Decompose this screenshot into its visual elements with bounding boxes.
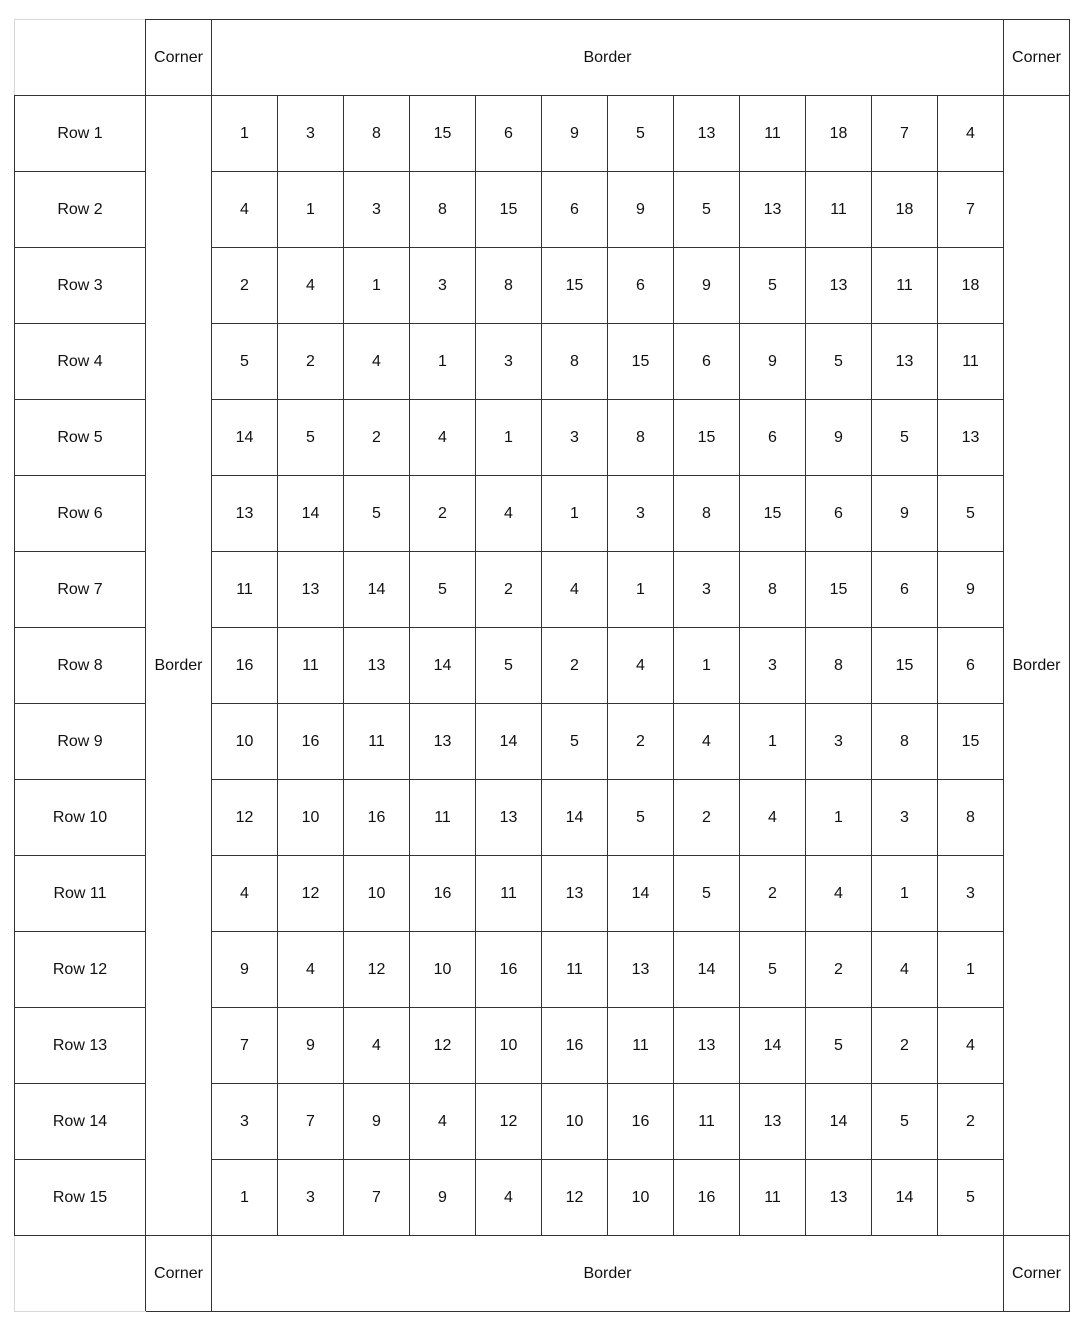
grid-cell: 8 (410, 172, 476, 248)
grid-cell: 11 (410, 780, 476, 856)
grid-cell: 13 (608, 932, 674, 1008)
grid-cell: 11 (872, 248, 938, 324)
grid-cell: 12 (212, 780, 278, 856)
grid-cell: 15 (542, 248, 608, 324)
grid-cell: 15 (806, 552, 872, 628)
grid-cell: 2 (542, 628, 608, 704)
border-right: Border (1004, 96, 1070, 1236)
grid-cell: 11 (278, 628, 344, 704)
grid-cell: 10 (608, 1160, 674, 1236)
grid-cell: 4 (476, 476, 542, 552)
grid-cell: 1 (674, 628, 740, 704)
grid-cell: 2 (344, 400, 410, 476)
grid-cell: 16 (212, 628, 278, 704)
grid-cell: 18 (938, 248, 1004, 324)
grid-cell: 8 (674, 476, 740, 552)
border-top: Border (212, 20, 1004, 96)
grid-cell: 3 (542, 400, 608, 476)
grid-cell: 2 (212, 248, 278, 324)
grid-cell: 6 (806, 476, 872, 552)
grid-cell: 4 (344, 324, 410, 400)
table-row (15, 96, 1070, 172)
grid-cell: 16 (608, 1084, 674, 1160)
grid-cell: 6 (740, 400, 806, 476)
grid-cell: 2 (476, 552, 542, 628)
grid-cell: 1 (278, 172, 344, 248)
grid-cell: 1 (212, 1160, 278, 1236)
grid-cell: 18 (806, 96, 872, 172)
grid-cell: 4 (674, 704, 740, 780)
grid-cell: 9 (410, 1160, 476, 1236)
grid-cell: 5 (740, 932, 806, 1008)
grid-cell: 3 (344, 172, 410, 248)
row-label: Row 2 (15, 172, 146, 248)
row-label: Row 1 (15, 96, 146, 172)
top-border-row (15, 20, 1070, 96)
grid-cell: 9 (872, 476, 938, 552)
grid-cell: 15 (674, 400, 740, 476)
grid-cell: 14 (674, 932, 740, 1008)
grid-cell: 9 (608, 172, 674, 248)
grid-cell: 11 (212, 552, 278, 628)
grid-cell: 14 (278, 476, 344, 552)
grid-cell: 11 (938, 324, 1004, 400)
grid-cell: 3 (740, 628, 806, 704)
grid-cell: 1 (476, 400, 542, 476)
grid-cell: 9 (938, 552, 1004, 628)
grid-cell: 11 (542, 932, 608, 1008)
grid-cell: 16 (278, 704, 344, 780)
grid-cell: 15 (938, 704, 1004, 780)
grid-cell: 13 (740, 172, 806, 248)
grid-cell: 8 (344, 96, 410, 172)
grid-cell: 3 (608, 476, 674, 552)
grid-cell: 8 (476, 248, 542, 324)
grid-cell: 4 (938, 96, 1004, 172)
bed-layout-table (14, 19, 1070, 1312)
grid-cell: 13 (476, 780, 542, 856)
grid-cell: 12 (344, 932, 410, 1008)
grid-cell: 12 (410, 1008, 476, 1084)
grid-cell: 13 (806, 248, 872, 324)
grid-cell: 2 (938, 1084, 1004, 1160)
grid-cell: 4 (806, 856, 872, 932)
grid-cell: 5 (410, 552, 476, 628)
grid-cell: 14 (476, 704, 542, 780)
corner-top-left: Corner (146, 20, 212, 96)
grid-cell: 4 (344, 1008, 410, 1084)
grid-cell: 12 (476, 1084, 542, 1160)
corner-top-right: Corner (1004, 20, 1070, 96)
grid-cell: 1 (542, 476, 608, 552)
grid-cell: 13 (674, 1008, 740, 1084)
grid-cell: 12 (278, 856, 344, 932)
grid-cell: 13 (674, 96, 740, 172)
grid-cell: 12 (542, 1160, 608, 1236)
grid-cell: 7 (938, 172, 1004, 248)
grid-cell: 9 (212, 932, 278, 1008)
grid-cell: 1 (344, 248, 410, 324)
grid-cell: 4 (278, 248, 344, 324)
grid-cell: 9 (740, 324, 806, 400)
grid-cell: 5 (806, 324, 872, 400)
grid-cell: 9 (344, 1084, 410, 1160)
grid-cell: 9 (806, 400, 872, 476)
grid-cell: 1 (212, 96, 278, 172)
row-label: Row 4 (15, 324, 146, 400)
grid-cell: 10 (542, 1084, 608, 1160)
grid-cell: 5 (476, 628, 542, 704)
grid-cell: 3 (938, 856, 1004, 932)
grid-cell: 2 (740, 856, 806, 932)
grid-cell: 8 (938, 780, 1004, 856)
grid-cell: 5 (278, 400, 344, 476)
grid-cell: 11 (740, 96, 806, 172)
row-label: Row 9 (15, 704, 146, 780)
grid-cell: 16 (344, 780, 410, 856)
grid-cell: 4 (938, 1008, 1004, 1084)
grid-cell: 16 (410, 856, 476, 932)
grid-cell: 14 (608, 856, 674, 932)
grid-cell: 1 (872, 856, 938, 932)
grid-cell: 5 (938, 1160, 1004, 1236)
grid-cell: 6 (542, 172, 608, 248)
grid-cell: 3 (278, 96, 344, 172)
grid-cell: 2 (806, 932, 872, 1008)
grid-cell: 8 (872, 704, 938, 780)
grid-cell: 5 (608, 96, 674, 172)
grid-cell: 6 (872, 552, 938, 628)
grid-cell: 14 (410, 628, 476, 704)
grid-cell: 5 (740, 248, 806, 324)
grid-cell: 8 (542, 324, 608, 400)
grid-cell: 2 (278, 324, 344, 400)
row-label: Row 3 (15, 248, 146, 324)
grid-cell: 9 (674, 248, 740, 324)
grid-cell: 1 (410, 324, 476, 400)
grid-cell: 13 (542, 856, 608, 932)
grid-cell: 4 (410, 1084, 476, 1160)
grid-cell: 13 (344, 628, 410, 704)
grid-cell: 14 (542, 780, 608, 856)
grid-cell: 5 (674, 856, 740, 932)
border-bottom: Border (212, 1236, 1004, 1312)
grid-cell: 13 (938, 400, 1004, 476)
row-label: Row 12 (15, 932, 146, 1008)
grid-cell: 13 (212, 476, 278, 552)
grid-cell: 16 (476, 932, 542, 1008)
bottom-border-row (15, 1236, 1070, 1312)
grid-cell: 10 (344, 856, 410, 932)
grid-cell: 6 (938, 628, 1004, 704)
bottom-left-empty-cell (15, 1236, 146, 1312)
grid-cell: 7 (872, 96, 938, 172)
grid-cell: 7 (344, 1160, 410, 1236)
grid-cell: 11 (344, 704, 410, 780)
row-label: Row 15 (15, 1160, 146, 1236)
grid-cell: 2 (608, 704, 674, 780)
grid-cell: 3 (806, 704, 872, 780)
grid-cell: 5 (872, 1084, 938, 1160)
grid-cell: 10 (410, 932, 476, 1008)
corner-bottom-right: Corner (1004, 1236, 1070, 1312)
grid-cell: 15 (476, 172, 542, 248)
grid-cell: 14 (344, 552, 410, 628)
grid-cell: 3 (278, 1160, 344, 1236)
grid-cell: 7 (278, 1084, 344, 1160)
grid-cell: 5 (542, 704, 608, 780)
grid-cell: 15 (740, 476, 806, 552)
grid-cell: 5 (938, 476, 1004, 552)
grid-cell: 3 (410, 248, 476, 324)
grid-cell: 4 (608, 628, 674, 704)
grid-cell: 9 (278, 1008, 344, 1084)
grid-cell: 1 (806, 780, 872, 856)
grid-cell: 1 (938, 932, 1004, 1008)
top-left-empty-cell (15, 20, 146, 96)
grid-cell: 14 (212, 400, 278, 476)
grid-cell: 6 (476, 96, 542, 172)
grid-cell: 18 (872, 172, 938, 248)
row-label: Row 14 (15, 1084, 146, 1160)
grid-cell: 13 (278, 552, 344, 628)
grid-cell: 2 (872, 1008, 938, 1084)
grid-cell: 3 (872, 780, 938, 856)
grid-cell: 11 (806, 172, 872, 248)
grid-cell: 15 (872, 628, 938, 704)
grid-cell: 4 (740, 780, 806, 856)
grid-cell: 4 (542, 552, 608, 628)
grid-cell: 4 (476, 1160, 542, 1236)
border-left: Border (146, 96, 212, 1236)
grid-cell: 8 (608, 400, 674, 476)
grid-cell: 3 (674, 552, 740, 628)
row-label: Row 10 (15, 780, 146, 856)
grid-cell: 10 (212, 704, 278, 780)
grid-cell: 5 (212, 324, 278, 400)
grid-cell: 6 (674, 324, 740, 400)
grid-cell: 16 (674, 1160, 740, 1236)
row-label: Row 5 (15, 400, 146, 476)
grid-cell: 3 (212, 1084, 278, 1160)
grid-cell: 4 (410, 400, 476, 476)
row-label: Row 11 (15, 856, 146, 932)
grid-cell: 5 (806, 1008, 872, 1084)
grid-cell: 14 (806, 1084, 872, 1160)
grid-cell: 5 (674, 172, 740, 248)
grid-cell: 11 (740, 1160, 806, 1236)
grid-cell: 16 (542, 1008, 608, 1084)
grid-cell: 10 (278, 780, 344, 856)
grid-cell: 10 (476, 1008, 542, 1084)
grid-cell: 4 (212, 172, 278, 248)
grid-cell: 11 (608, 1008, 674, 1084)
grid-cell: 2 (410, 476, 476, 552)
grid-cell: 4 (278, 932, 344, 1008)
grid-cell: 4 (212, 856, 278, 932)
grid-cell: 2 (674, 780, 740, 856)
grid-cell: 13 (410, 704, 476, 780)
row-label: Row 6 (15, 476, 146, 552)
grid-cell: 6 (608, 248, 674, 324)
grid-cell: 7 (212, 1008, 278, 1084)
grid-cell: 5 (608, 780, 674, 856)
grid-cell: 13 (740, 1084, 806, 1160)
grid-cell: 1 (608, 552, 674, 628)
grid-cell: 8 (806, 628, 872, 704)
grid-cell: 13 (872, 324, 938, 400)
grid-cell: 5 (344, 476, 410, 552)
row-label: Row 13 (15, 1008, 146, 1084)
grid-cell: 8 (740, 552, 806, 628)
grid-cell: 11 (476, 856, 542, 932)
row-label: Row 8 (15, 628, 146, 704)
grid-cell: 11 (674, 1084, 740, 1160)
grid-cell: 13 (806, 1160, 872, 1236)
corner-bottom-left: Corner (146, 1236, 212, 1312)
grid-cell: 14 (740, 1008, 806, 1084)
grid-cell: 15 (410, 96, 476, 172)
grid-cell: 1 (740, 704, 806, 780)
grid-cell: 9 (542, 96, 608, 172)
grid-cell: 4 (872, 932, 938, 1008)
grid-cell: 15 (608, 324, 674, 400)
grid-cell: 5 (872, 400, 938, 476)
row-label: Row 7 (15, 552, 146, 628)
grid-cell: 3 (476, 324, 542, 400)
grid-cell: 14 (872, 1160, 938, 1236)
